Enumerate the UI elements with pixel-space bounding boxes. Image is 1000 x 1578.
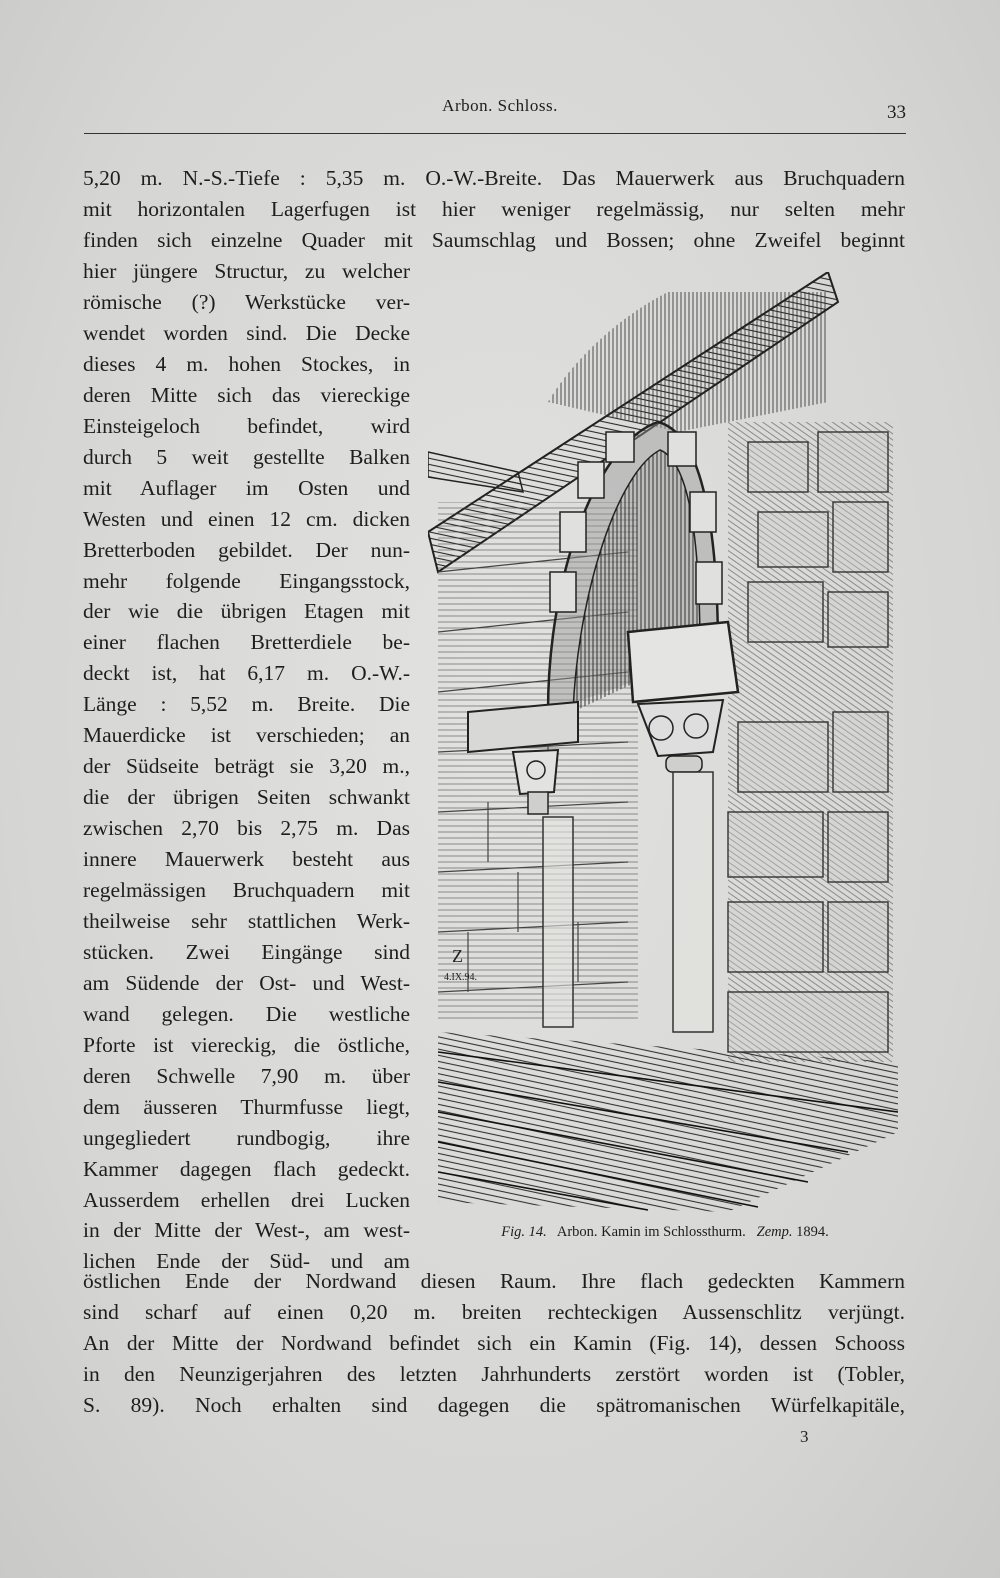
artist-signature: [444, 944, 494, 984]
text-line: dem äusseren Thurmfusse liegt,: [83, 1094, 410, 1119]
text-line: mit Auflager im Osten und: [83, 475, 410, 500]
text-line: Länge : 5,52 m. Breite. Die: [83, 692, 410, 717]
text-line: östlichen Ende der Nordwand diesen Raum. Ihre flach gedeckten Kammern: [83, 1269, 905, 1293]
text-line: Westen und einen 12 cm. dicken: [83, 506, 410, 531]
text-line: S. 89). Noch erhalten sind dagegen die spätromanischen Würfelkapitäle,: [83, 1393, 905, 1417]
text-line: die der übrigen Seiten schwankt: [83, 785, 410, 810]
page-number: 33: [887, 102, 906, 123]
text-line: An der Mitte der Nordwand befindet sich ein Kamin (Fig. 14), dessen Schooss: [83, 1331, 905, 1355]
running-head: Arbon. Schloss.: [442, 96, 558, 115]
text-line: einer flachen Bretterdiele be-: [83, 630, 410, 655]
text-line: mehr folgende Eingangsstock,: [83, 568, 410, 593]
header-rule: [84, 133, 906, 134]
right-capital: [628, 622, 738, 772]
jamb-pilaster: [673, 772, 713, 1032]
text-line: wendet worden sind. Die Decke: [83, 320, 410, 345]
text-line: Pforte ist viereckig, die östliche,: [83, 1032, 410, 1057]
text-line: theilweise sehr stattlichen Werk-: [83, 908, 410, 933]
text-line: 5,20 m. N.-S.-Tiefe : 5,35 m. O.-W.-Breite. Das Mauerwerk aus Bruchquadern: [83, 166, 905, 190]
text-line: durch 5 weit gestellte Balken: [83, 444, 410, 469]
text-line: der Südseite beträgt sie 3,20 m.,: [83, 754, 410, 779]
text-line: Kammer dagegen flach gedeckt.: [83, 1156, 410, 1181]
side-beam: [428, 452, 523, 492]
text-line: deckt ist, hat 6,17 m. O.-W.-: [83, 661, 410, 686]
text-line: Einsteigeloch befindet, wird: [83, 413, 410, 438]
signature-mark: Z: [452, 946, 463, 966]
text-line: Bretterboden gebildet. Der nun-: [83, 537, 410, 562]
text-line: mit horizontalen Lagerfugen ist hier weniger regelmässig, nur selten mehr: [83, 197, 905, 221]
signature-date: 4.IX.94.: [444, 972, 478, 983]
floor-boards: [438, 1032, 898, 1212]
text-line: hier jüngere Structur, zu welcher: [83, 259, 410, 283]
figure-caption: [430, 1224, 900, 1241]
text-line: deren Schwelle 7,90 m. über: [83, 1063, 410, 1088]
text-line: lichen Ende der Süd- und am: [83, 1249, 410, 1274]
text-line: der wie die übrigen Etagen mit: [83, 599, 410, 624]
text-line: römische (?) Werkstücke ver-: [83, 289, 410, 314]
text-line: ungegliedert rundbogig, ihre: [83, 1125, 410, 1150]
right-wall: [728, 422, 893, 1062]
text-line: Ausserdem erhellen drei Lucken: [83, 1187, 410, 1212]
jamb-left: [543, 817, 573, 1027]
fireplace-illustration: [428, 272, 898, 1212]
text-line: sind scharf auf einen 0,20 m. breiten rechteckigen Aussenschlitz verjüngt.: [83, 1300, 905, 1324]
figure-text: Arbon. Kamin im Schlossthurm.: [556, 1224, 746, 1240]
text-line: in den Neunzigerjahren des letzten Jahrhunderts zerstört worden ist (Tobler,: [83, 1362, 905, 1386]
figure-artist: Zemp.: [756, 1224, 793, 1240]
text-line: innere Mauerwerk besteht aus: [83, 847, 410, 872]
text-line: wand gelegen. Die westliche: [83, 1001, 410, 1026]
text-line: am Südende der Ost- und West-: [83, 970, 410, 995]
sheet-number: 3: [800, 1427, 809, 1446]
text-line: regelmässigen Bruchquadern mit: [83, 878, 410, 902]
text-line: zwischen 2,70 bis 2,75 m. Das: [83, 816, 410, 841]
text-line: deren Mitte sich das viereckige: [83, 382, 410, 407]
text-line: in der Mitte der West-, am west-: [83, 1218, 410, 1243]
text-line: stücken. Zwei Eingänge sind: [83, 939, 410, 964]
text-line: finden sich einzelne Quader mit Saumschlag und Bossen; ohne Zweifel beginnt: [83, 228, 905, 252]
text-line: Mauerdicke ist verschieden; an: [83, 723, 410, 748]
figure-year: 1894.: [796, 1224, 829, 1240]
text-line: dieses 4 m. hohen Stockes, in: [83, 351, 410, 376]
figure-label: Fig. 14.: [501, 1224, 547, 1240]
